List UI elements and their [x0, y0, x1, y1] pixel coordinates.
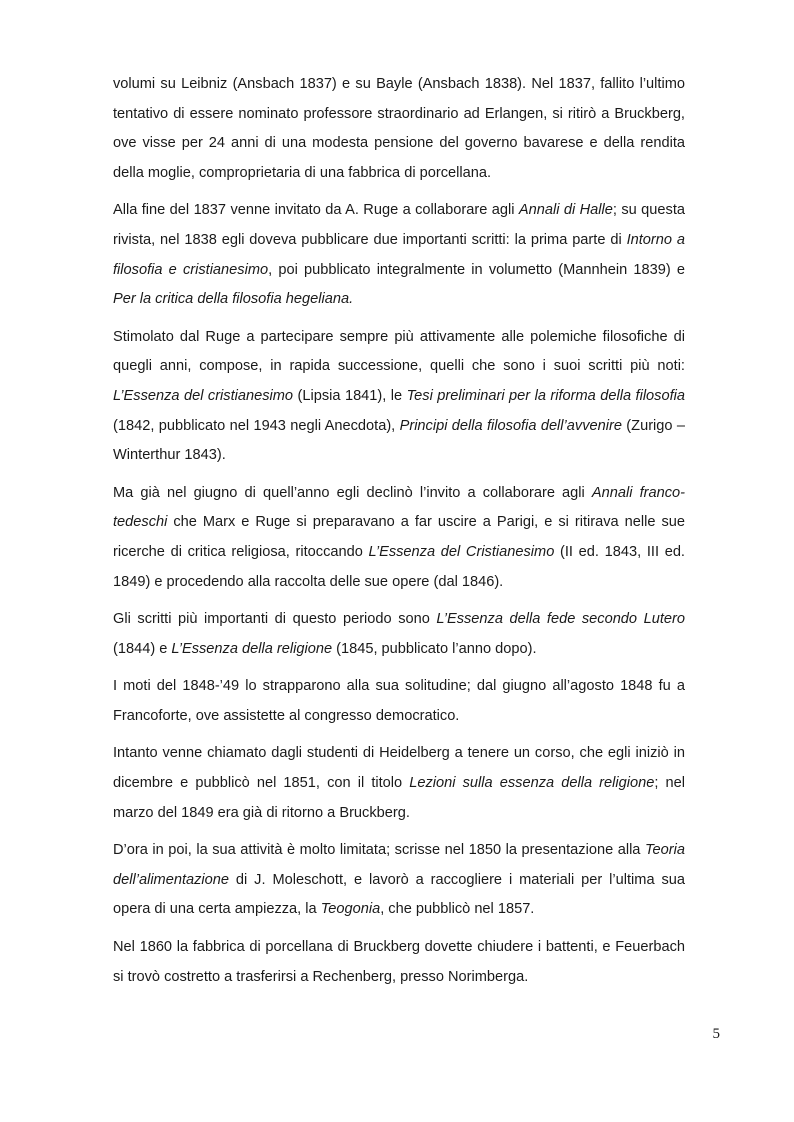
paragraph	[113, 605, 685, 664]
text-run: di J. Moleschott, e lavorò a raccogliere i materiali per l’ultima sua opera di una certa ampiezza, la	[113, 871, 685, 918]
paragraph	[113, 196, 685, 314]
text-run: Alla fine del 1837 venne invitato da A. Ruge a collaborare agli	[113, 202, 519, 219]
italic-title: L’Essenza della religione	[171, 640, 333, 657]
italic-title: L’Essenza del Cristianesimo	[368, 543, 555, 560]
text-run: , che pubblicò nel 1857.	[380, 901, 535, 918]
text-run: (1845, pubblicato l’anno dopo).	[332, 640, 537, 657]
paragraph	[113, 323, 685, 471]
paragraph	[113, 672, 685, 731]
italic-title: Per la critica della filosofia hegeliana.	[113, 291, 354, 308]
text-run: Gli scritti più importanti di questo periodo sono	[113, 611, 437, 628]
italic-title: L’Essenza del cristianesimo	[113, 387, 294, 404]
paragraph	[113, 70, 685, 188]
text-run: (1842, pubblicato nel 1943 negli Anecdota),	[113, 417, 400, 434]
italic-title: Teogonia	[320, 901, 381, 918]
text-run: D’ora in poi, la sua attività è molto limitata; scrisse nel 1850 la presentazione alla	[113, 842, 645, 859]
text-run: (II ed. 1843, III ed. 1849) e procedendo alla raccolta delle sue opere (dal 1846).	[113, 543, 685, 590]
paragraph	[113, 836, 685, 925]
text-run: (Zurigo – Winterthur 1843).	[113, 417, 686, 464]
text-run: Ma già nel giugno di quell’anno egli declinò l’invito a collaborare agli	[113, 484, 592, 501]
italic-title: Principi della filosofia dell’avvenire	[399, 417, 622, 434]
italic-title: Tesi preliminari per la riforma della filosofia	[406, 387, 686, 404]
paragraph	[113, 739, 685, 828]
page-number: 5	[712, 1026, 720, 1042]
italic-title: Annali franco-tedeschi	[113, 484, 685, 531]
text-run: ; nel marzo del 1849 era già di ritorno a Bruckberg.	[113, 775, 685, 821]
text-run: (Lipsia 1841), le	[293, 387, 407, 404]
italic-title: Lezioni sulla essenza della religione	[409, 775, 655, 792]
text-run: Intanto venne chiamato dagli studenti di Heidelberg a tenere un corso, che egli iniziò in dicembre e pubblicò nel 1851, con il titolo	[113, 745, 685, 792]
text-run: Stimolato dal Ruge a partecipare sempre più attivamente alle polemiche filosofiche di quegli anni, compose, in rapida successione, quelli che sono i suoi scritti più noti:	[113, 328, 685, 375]
text-run: che Marx e Ruge si preparavano a far uscire a Parigi, e si ritirava nelle sue ricerche di critica religiosa, ritoccando	[113, 514, 685, 560]
text-run: ; su questa rivista, nel 1838 egli doveva pubblicare due importanti scritti: la prima parte di	[113, 202, 685, 248]
document-body	[113, 70, 685, 992]
paragraph	[113, 933, 685, 992]
italic-title: Annali di Halle	[518, 202, 613, 219]
italic-title: Intorno a filosofia e cristianesimo	[113, 231, 686, 278]
text-run: volumi su Leibniz (Ansbach 1837) e su Bayle (Ansbach 1838). Nel 1837, fallito l’ultimo tentativo di essere nominato professore straordinario ad Erlangen, si ritirò a Bruckberg, ove visse per 24 anni di una modesta pensione del governo bavarese e della rendita della moglie, comproprietaria di una fabbrica di porcellana.	[113, 76, 685, 181]
paragraph	[113, 479, 685, 597]
text-run: (1844) e	[113, 640, 172, 657]
text-run: Nel 1860 la fabbrica di porcellana di Bruckberg dovette chiudere i battenti, e Feuerbach si trovò costretto a trasferirsi a Rechenberg, presso Norimberga.	[113, 939, 685, 985]
text-run: I moti del 1848-’49 lo strapparono alla sua solitudine; dal giugno all’agosto 1848 fu a Francoforte, ove assistette al congresso democratico.	[113, 678, 685, 724]
text-run: , poi pubblicato integralmente in volumetto (Mannhein 1839) e	[268, 261, 685, 278]
italic-title: L’Essenza della fede secondo Lutero	[436, 611, 685, 628]
italic-title: Teoria dell’alimentazione	[113, 842, 685, 888]
